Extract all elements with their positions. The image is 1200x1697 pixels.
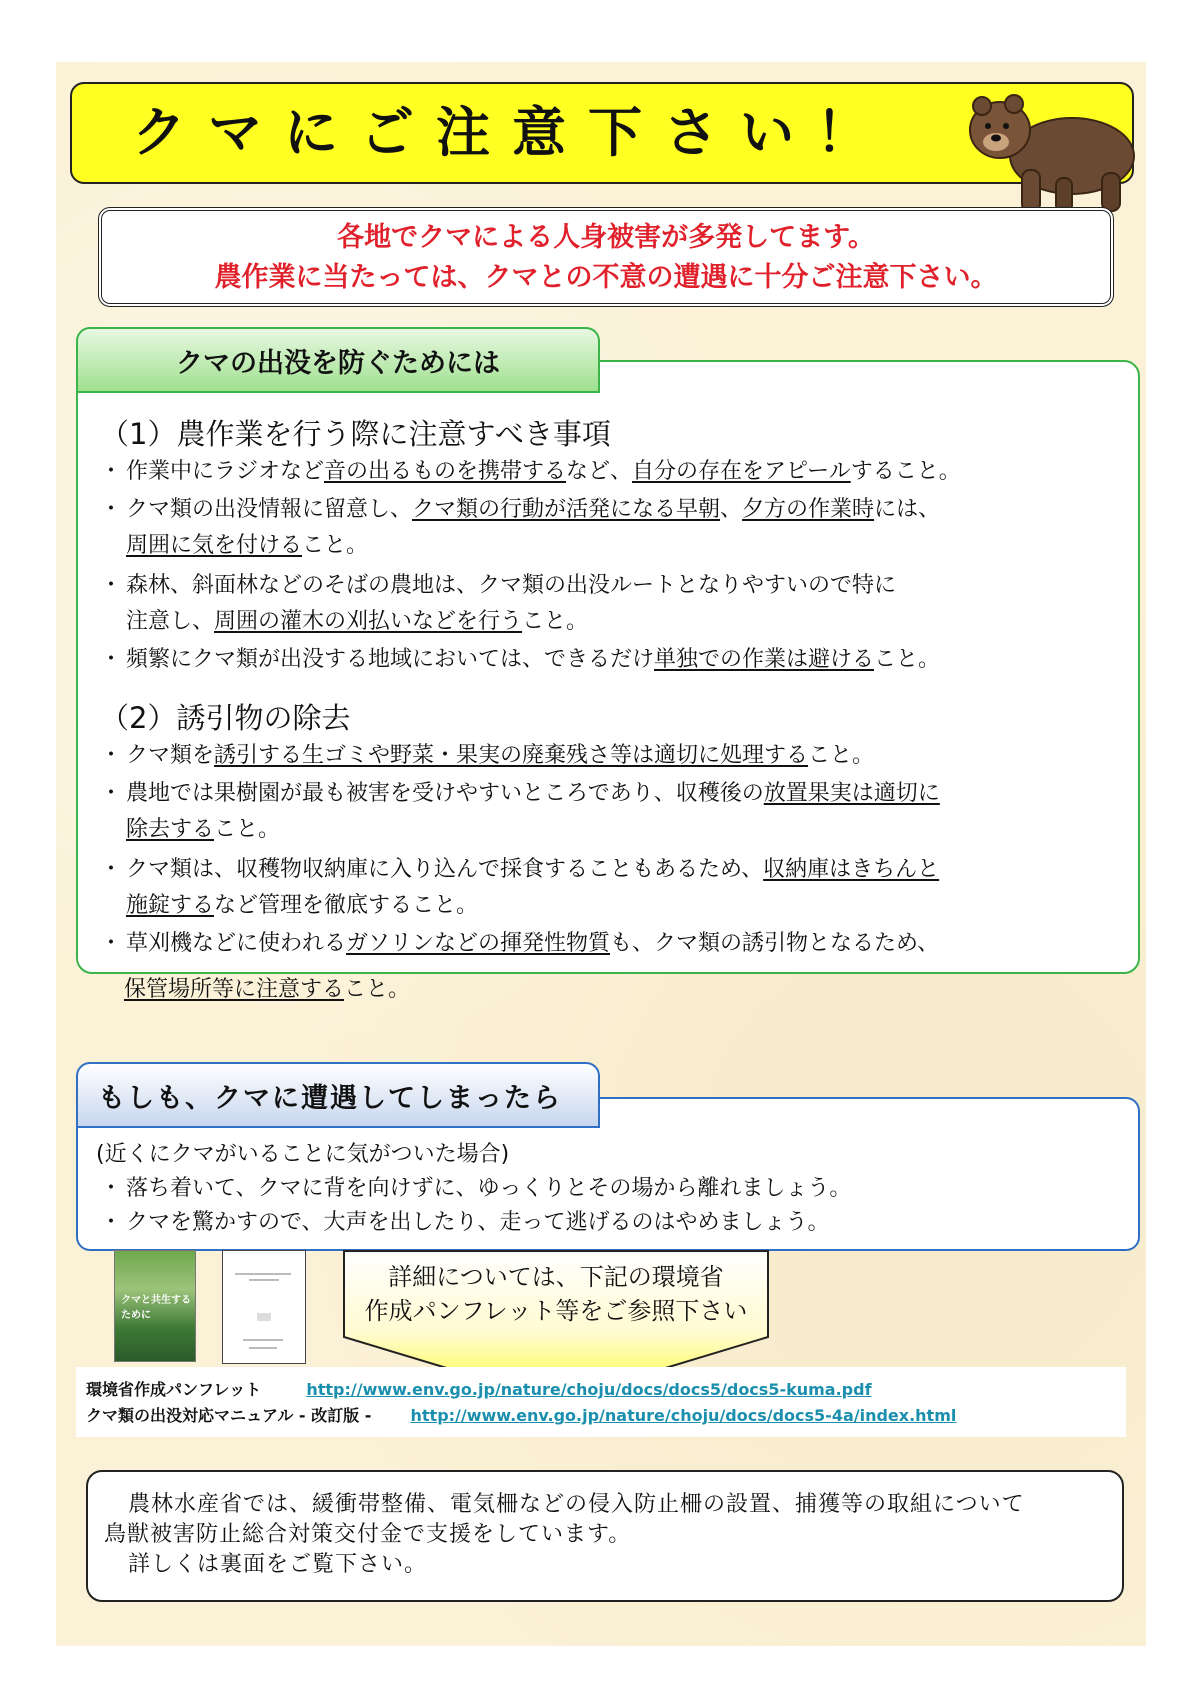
pamphlet-cover-title: クマと共生するために: [121, 1295, 191, 1321]
list-item: ・ 農地では果樹園が最も被害を受けやすいところであり、収穫後の放置果実は適切に: [100, 781, 940, 806]
list-item: ・ クマ類は、収穫物収納庫に入り込んで採食することもあるため、収納庫はきちんと: [100, 857, 940, 882]
list-item-continued: 施錠するなど管理を徹底すること。: [126, 893, 479, 918]
list-item-continued: 保管場所等に注意すること。: [124, 977, 411, 1002]
manual-cover-image: [222, 1250, 306, 1364]
part2-heading: （2）誘引物の除去: [100, 701, 351, 735]
list-item: ・ 落ち着いて、クマに背を向けずに、ゆっくりとその場から離れましょう。: [100, 1176, 852, 1201]
list-item-continued: 周囲に気を付けること。: [126, 533, 369, 558]
list-item: ・ クマを驚かすので、大声を出したり、走って逃げるのはやめましょう。: [100, 1210, 830, 1235]
prevention-heading-tab: [76, 327, 600, 393]
bear-illustration: [952, 78, 1142, 218]
link-row: [86, 1377, 872, 1400]
callout-text: [342, 1260, 770, 1328]
link-row: [86, 1403, 956, 1426]
flyer-page: [56, 62, 1146, 1646]
warning-line-2: 農作業に当たっては、クマとの不意の遭遇に十分ご注意下さい。: [214, 262, 998, 293]
prevention-section: [76, 360, 1140, 974]
manual-link[interactable]: http://www.env.go.jp/nature/choju/docs/docs5-4a/index.html: [410, 1406, 957, 1425]
link-label: クマ類の出没対応マニュアル - 改訂版 -: [86, 1406, 372, 1425]
note-line-3: 詳しくは裏面をご覧下さい。: [128, 1552, 428, 1577]
list-item-continued: 注意し、周囲の灌木の刈払いなどを行うこと。: [126, 609, 589, 634]
list-item-continued: 除去すること。: [126, 817, 281, 842]
prevention-heading: クマの出没を防ぐためには: [176, 347, 500, 379]
callout-line-2: 作成パンフレット等をご参照下さい: [364, 1297, 748, 1325]
part1-heading: （1）農作業を行う際に注意すべき事項: [100, 417, 611, 451]
list-item: ・ 作業中にラジオなど音の出るものを携帯するなど、自分の存在をアピールすること。: [100, 459, 961, 484]
encounter-heading-tab: [76, 1062, 600, 1128]
encounter-lead: (近くにクマがいることに気がついた場合): [96, 1142, 510, 1167]
list-item: ・ 草刈機などに使われるガソリンなどの揮発性物質も、クマ類の誘引物となるため、: [100, 931, 940, 956]
note-line-1: 農林水産省では、緩衝帯整備、電気柵などの侵入防止柵の設置、捕獲等の取組について: [128, 1492, 1025, 1517]
callout-line-1: 詳細については、下記の環境省: [388, 1263, 724, 1291]
encounter-heading: もしも、クマに遭遇してしまったら: [98, 1082, 562, 1114]
list-item: ・ 森林、斜面林などのそばの農地は、クマ類の出没ルートとなりやすいので特に: [100, 573, 897, 598]
pamphlet-cover-image: [114, 1250, 196, 1362]
support-note: [86, 1470, 1124, 1602]
note-line-2: 鳥獣被害防止総合対策交付金で支援をしています。: [104, 1522, 632, 1547]
pamphlet-link[interactable]: http://www.env.go.jp/nature/choju/docs/docs5/docs5-kuma.pdf: [306, 1380, 872, 1399]
title-banner: [70, 82, 1134, 184]
list-item: ・ クマ類の出没情報に留意し、クマ類の行動が活発になる早朝、夕方の作業時には、: [100, 497, 941, 522]
warning-line-1: 各地でクマによる人身被害が多発してます。: [337, 222, 875, 253]
warning-box: [98, 207, 1114, 307]
reference-links: [76, 1367, 1126, 1437]
page-title: クマにご注意下さい！: [132, 101, 892, 164]
list-item: ・ クマ類を誘引する生ゴミや野菜・果実の廃棄残さ等は適切に処理すること。: [100, 743, 875, 768]
list-item: ・ 頻繁にクマ類が出没する地域においては、できるだけ単独での作業は避けること。: [100, 647, 941, 672]
link-label: 環境省作成パンフレット: [86, 1380, 262, 1399]
